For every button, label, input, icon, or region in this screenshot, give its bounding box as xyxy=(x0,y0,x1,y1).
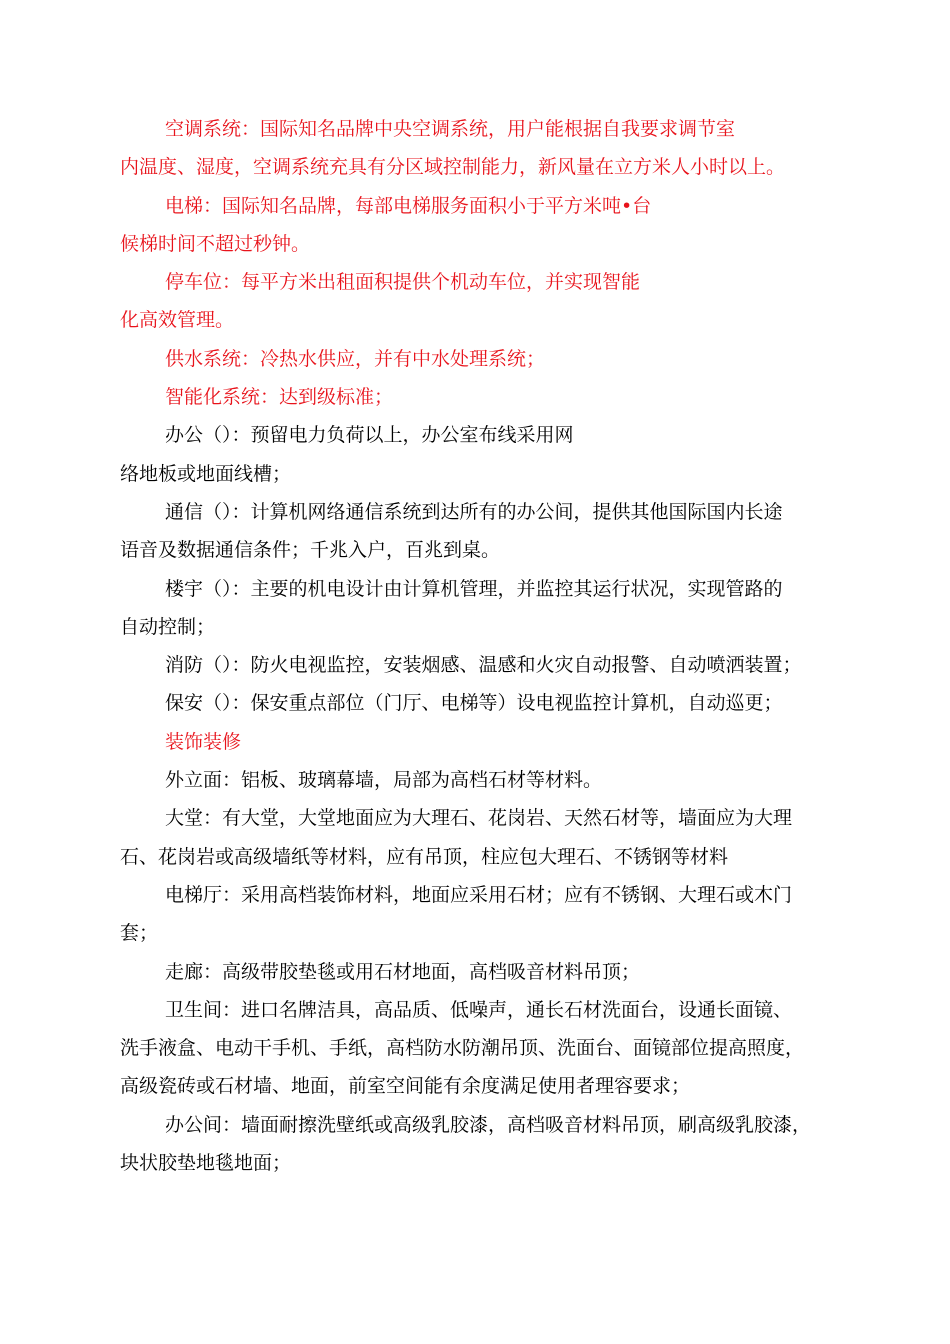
text-line: 石、花岗岩或高级墙纸等材料，应有吊顶，柱应包大理石、不锈钢等材料 xyxy=(120,845,729,868)
text-line: 化高效管理。 xyxy=(120,309,235,332)
text-line: 走廊：高级带胶垫毯或用石材地面，高档吸音材料吊顶； xyxy=(165,960,641,983)
text-line: 空调系统：国际知名品牌中央空调系统，用户能根据自我要求调节室 xyxy=(165,118,736,140)
text-line: 高级瓷砖或石材墙、地面，前室空间能有余度满足使用者理容要求； xyxy=(120,1075,691,1098)
text-line: 消防（）：防火电视监控，安装烟感、温感和火灾自动报警、自动喷洒装置； xyxy=(165,654,802,677)
text-line: 供水系统：冷热水供应，并有中水处理系统； xyxy=(165,347,546,370)
text-line: 自动控制； xyxy=(120,615,216,638)
text-line: 办公间：墙面耐擦洗壁纸或高级乳胶漆，高档吸音材料吊顶，刷高级乳胶漆， xyxy=(165,1113,812,1136)
text-line: 停车位：每平方米出租面积提供个机动车位，并实现智能 xyxy=(165,271,641,294)
text-line: 内温度、湿度，空调系统充具有分区域控制能力，新风量在立方米人小时以上。 xyxy=(120,156,786,179)
text-line: 洗手液盒、电动干手机、手纸，高档防水防潮吊顶、洗面台、面镜部位提高照度， xyxy=(120,1037,805,1060)
text-line: 块状胶垫地毯地面； xyxy=(120,1152,292,1175)
text-line: 大堂：有大堂，大堂地面应为大理石、花岗岩、天然石材等，墙面应为大理 xyxy=(165,807,793,830)
text-line: 套； xyxy=(120,922,159,945)
text-line: 电梯厅：采用高档装饰材料，地面应采用石材；应有不锈钢、大理石或木门 xyxy=(165,883,793,906)
text-line: 语音及数据通信条件；千兆入户，百兆到桌。 xyxy=(120,539,501,562)
text-line: 候梯时间不超过秒钟。 xyxy=(120,232,311,255)
text-line: 通信（）：计算机网络通信系统到达所有的办公间，提供其他国际国内长途 xyxy=(165,500,783,523)
text-line: 办公（）：预留电力负荷以上，办公室布线采用网 xyxy=(165,424,574,447)
text-line: 电梯：国际知名品牌，每部电梯服务面积小于平方米吨•台 xyxy=(165,194,652,217)
text-line: 外立面：铝板、玻璃幕墙，局部为高档石材等材料。 xyxy=(165,769,603,792)
text-line: 保安（）：保安重点部位（门厅、电梯等）设电视监控计算机，自动巡更； xyxy=(165,692,783,715)
text-line: 卫生间：进口名牌洁具，高品质、低噪声，通长石材洗面台，设通长面镜、 xyxy=(165,998,793,1021)
document-body xyxy=(120,110,850,1182)
text-line: 络地板或地面线槽； xyxy=(120,462,292,485)
text-line: 楼宇（）：主要的机电设计由计算机管理，并监控其运行状况，实现管路的 xyxy=(165,577,783,600)
section-heading: 装饰装修 xyxy=(165,730,242,753)
text-line: 智能化系统：达到级标准； xyxy=(165,386,394,409)
